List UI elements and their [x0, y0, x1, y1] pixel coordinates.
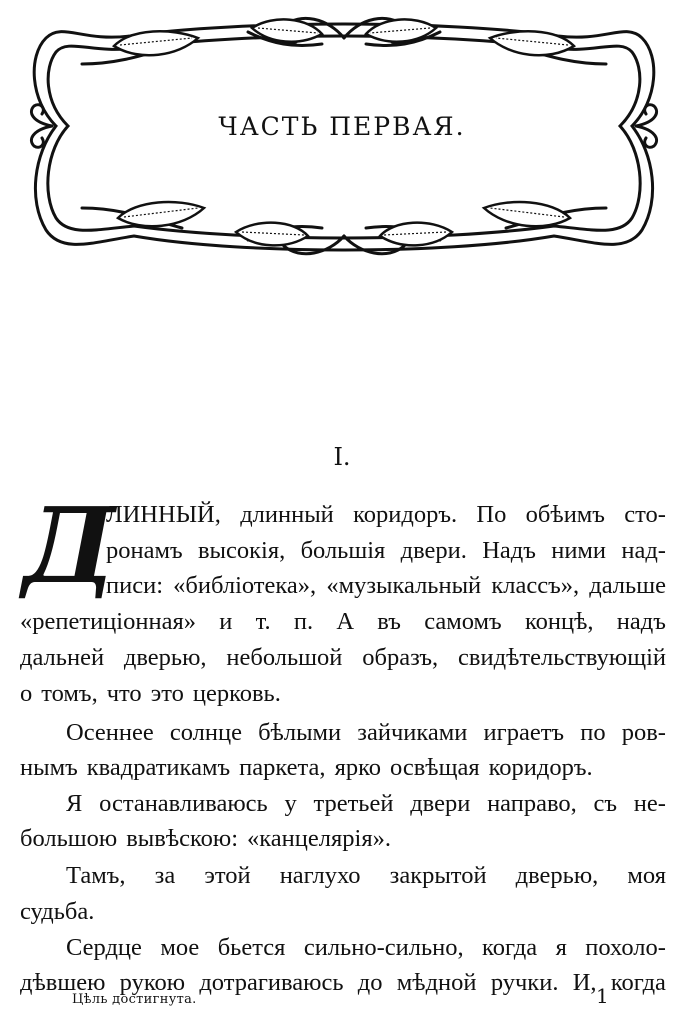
- word: Тамъ,: [66, 862, 126, 889]
- text-line: [66, 789, 666, 819]
- word: нымъ: [20, 754, 78, 781]
- svg-text:Д: Д: [22, 484, 116, 607]
- drop-cap: [22, 484, 116, 607]
- word: Я: [66, 790, 83, 817]
- text-line: [20, 679, 666, 709]
- signature-mark: Цѣль достигнута.: [72, 992, 197, 1007]
- word: обѣимъ: [525, 501, 605, 528]
- word: длинный: [240, 501, 334, 528]
- word: Сердце: [66, 934, 142, 961]
- word: дверью,: [123, 644, 207, 671]
- word: дѣвшею: [20, 969, 106, 996]
- word: томъ,: [41, 680, 98, 707]
- word: небольшой: [226, 644, 343, 671]
- word: третьей: [313, 790, 394, 817]
- word: до: [357, 969, 383, 996]
- word: закрытой: [389, 862, 487, 889]
- word: сильно-сильно,: [303, 934, 464, 961]
- word: направо,: [487, 790, 577, 817]
- text-line: [20, 607, 666, 637]
- word: т.: [255, 608, 271, 635]
- word: мѣдной: [396, 969, 477, 996]
- word: Надъ: [482, 537, 536, 564]
- word: дальше: [589, 572, 666, 599]
- word: мое: [160, 934, 200, 961]
- word: квадратикамъ: [86, 754, 231, 781]
- text-line: [106, 500, 666, 530]
- word: съ: [593, 790, 618, 817]
- word: коридоръ.: [353, 501, 458, 528]
- word: ярко: [334, 754, 381, 781]
- word: когда: [610, 969, 666, 996]
- part-title: ЧАСТЬ ПЕРВАЯ.: [218, 112, 466, 141]
- word: это: [150, 680, 184, 707]
- word: солнце: [169, 719, 242, 746]
- text-line: [20, 643, 666, 673]
- word: освѣщая: [390, 754, 480, 781]
- word: п.: [293, 608, 314, 635]
- word: дотрагиваюсь: [199, 969, 344, 996]
- word: двери: [410, 790, 471, 817]
- word: рукою: [119, 969, 186, 996]
- text-line: [66, 933, 666, 963]
- word: ров-: [621, 719, 666, 746]
- word: что: [106, 680, 142, 707]
- word: у: [284, 790, 297, 817]
- word: похоло-: [585, 934, 666, 961]
- text-line: [66, 718, 666, 748]
- word: судьба.: [20, 898, 95, 925]
- word: свидѣтельствующій: [458, 644, 666, 671]
- chapter-number: I.: [333, 443, 351, 471]
- word: этой: [204, 862, 251, 889]
- word: въ: [377, 608, 401, 635]
- word: классъ»,: [491, 572, 580, 599]
- word: наглухо: [279, 862, 361, 889]
- text-line: [20, 753, 666, 783]
- word: «репетиціонная»: [20, 608, 196, 635]
- word: моя: [627, 862, 666, 889]
- word: дальней: [20, 644, 105, 671]
- text-line: [106, 571, 666, 601]
- word: Осеннее: [66, 719, 154, 746]
- word: над-: [621, 537, 666, 564]
- word: И,: [572, 969, 597, 996]
- word: А: [336, 608, 355, 635]
- page-number: 1: [596, 984, 609, 1008]
- word: бѣлыми: [258, 719, 342, 746]
- word: останавливаюсь: [99, 790, 268, 817]
- word: о: [20, 680, 33, 707]
- word: высокія,: [197, 537, 286, 564]
- word: двери.: [400, 537, 467, 564]
- word: сто-: [624, 501, 666, 528]
- word: зайчиками: [357, 719, 468, 746]
- word: коридоръ.: [488, 754, 593, 781]
- word: надъ: [616, 608, 666, 635]
- word: образъ,: [362, 644, 439, 671]
- word: ними: [551, 537, 607, 564]
- word: играетъ: [483, 719, 565, 746]
- word: церковь.: [192, 680, 281, 707]
- word: по: [580, 719, 606, 746]
- text-line: [20, 897, 666, 927]
- word: когда: [482, 934, 538, 961]
- word: «библіотека»,: [173, 572, 317, 599]
- word: дверью,: [515, 862, 599, 889]
- word: за: [154, 862, 176, 889]
- word: писи:: [106, 572, 164, 599]
- word: не-: [633, 790, 666, 817]
- text-line: [106, 536, 666, 566]
- word: ронамъ: [106, 537, 183, 564]
- word: и: [219, 608, 233, 635]
- word: большія: [300, 537, 386, 564]
- word: По: [476, 501, 507, 528]
- word: «канцелярія».: [247, 825, 391, 852]
- word: большою: [20, 825, 118, 852]
- word: ручки.: [490, 969, 559, 996]
- word: я: [555, 934, 567, 961]
- word: бьется: [217, 934, 286, 961]
- text-line: [20, 824, 666, 854]
- word: паркета,: [239, 754, 326, 781]
- word: самомъ: [424, 608, 502, 635]
- word: «музыкальный: [326, 572, 482, 599]
- word: концѣ,: [524, 608, 594, 635]
- word: ЛИННЫЙ,: [106, 501, 221, 528]
- word: вывѣскою:: [126, 825, 239, 852]
- text-line: [66, 861, 666, 891]
